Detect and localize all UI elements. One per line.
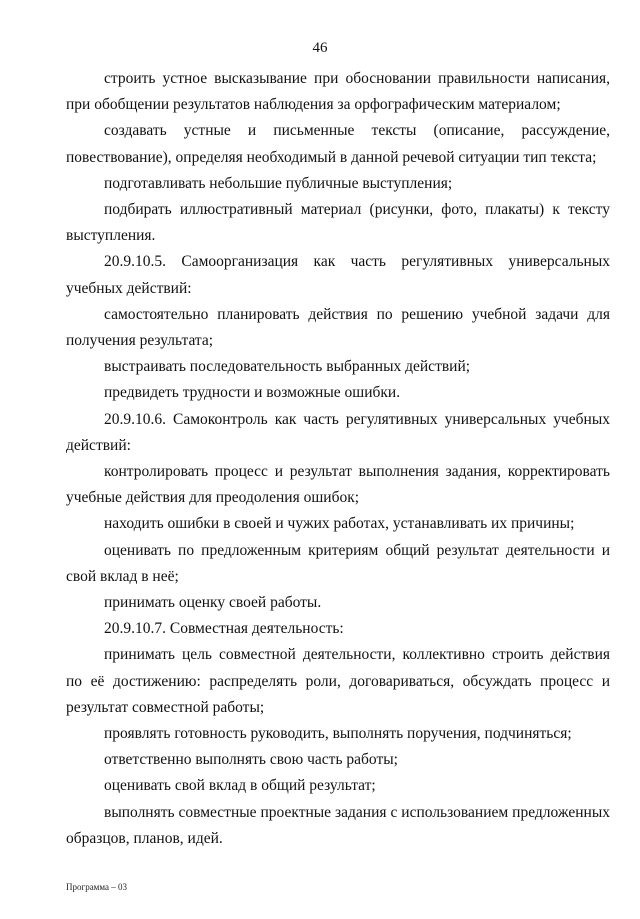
paragraph: оценивать свой вклад в общий результат; (104, 777, 376, 795)
paragraph: выстраивать последовательность выбранных действий; (104, 358, 471, 376)
paragraph: ответственно выполнять свою часть работы; (104, 751, 398, 769)
paragraph: предвидеть трудности и возможные ошибки. (104, 384, 401, 402)
paragraph: создавать устные и письменные тексты (описание, рассуждение, повествование), определяя необходимый в данной речевой ситуации тип текста; (66, 122, 610, 166)
paragraph: принимать оценку своей работы. (104, 594, 322, 612)
paragraph: проявлять готовность руководить, выполнять поручения, подчиняться; (104, 725, 572, 743)
paragraph: выполнять совместные проектные задания с использованием предложенных образцов, планов, идей. (66, 803, 610, 847)
section-heading-paragraph: 20.9.10.5. Самоорганизация как часть регулятивных универсальных учебных действий: (66, 253, 610, 297)
page-footer: Программа – 03 (66, 882, 128, 892)
paragraph: подбирать иллюстративный материал (рисунки, фото, плакаты) к тексту выступления. (66, 201, 610, 245)
paragraph: находить ошибки в своей и чужих работах, устанавливать их причины; (104, 515, 575, 533)
document-body (66, 66, 610, 852)
paragraph: принимать цель совместной деятельности, коллективно строить действия по её достижению: распределять роли, договариваться, обсуждать процесс и результат совместной работы; (66, 646, 610, 716)
page-number: 46 (312, 40, 328, 56)
section-heading-paragraph: 20.9.10.6. Самоконтроль как часть регулятивных универсальных учебных действий: (66, 410, 610, 454)
paragraph: самостоятельно планировать действия по решению учебной задачи для получения результата; (66, 305, 610, 350)
section-heading-paragraph: 20.9.10.7. Совместная деятельность: (104, 620, 344, 638)
paragraph: контролировать процесс и результат выполнения задания, корректировать учебные действия для преодоления ошибок; (66, 463, 610, 507)
paragraph: строить устное высказывание при обосновании правильности написания, при обобщении результатов наблюдения за орфографическим материалом; (66, 70, 610, 114)
paragraph: подготавливать небольшие публичные выступления; (104, 174, 453, 192)
paragraph: оценивать по предложенным критериям общий результат деятельности и свой вклад в неё; (66, 541, 610, 585)
